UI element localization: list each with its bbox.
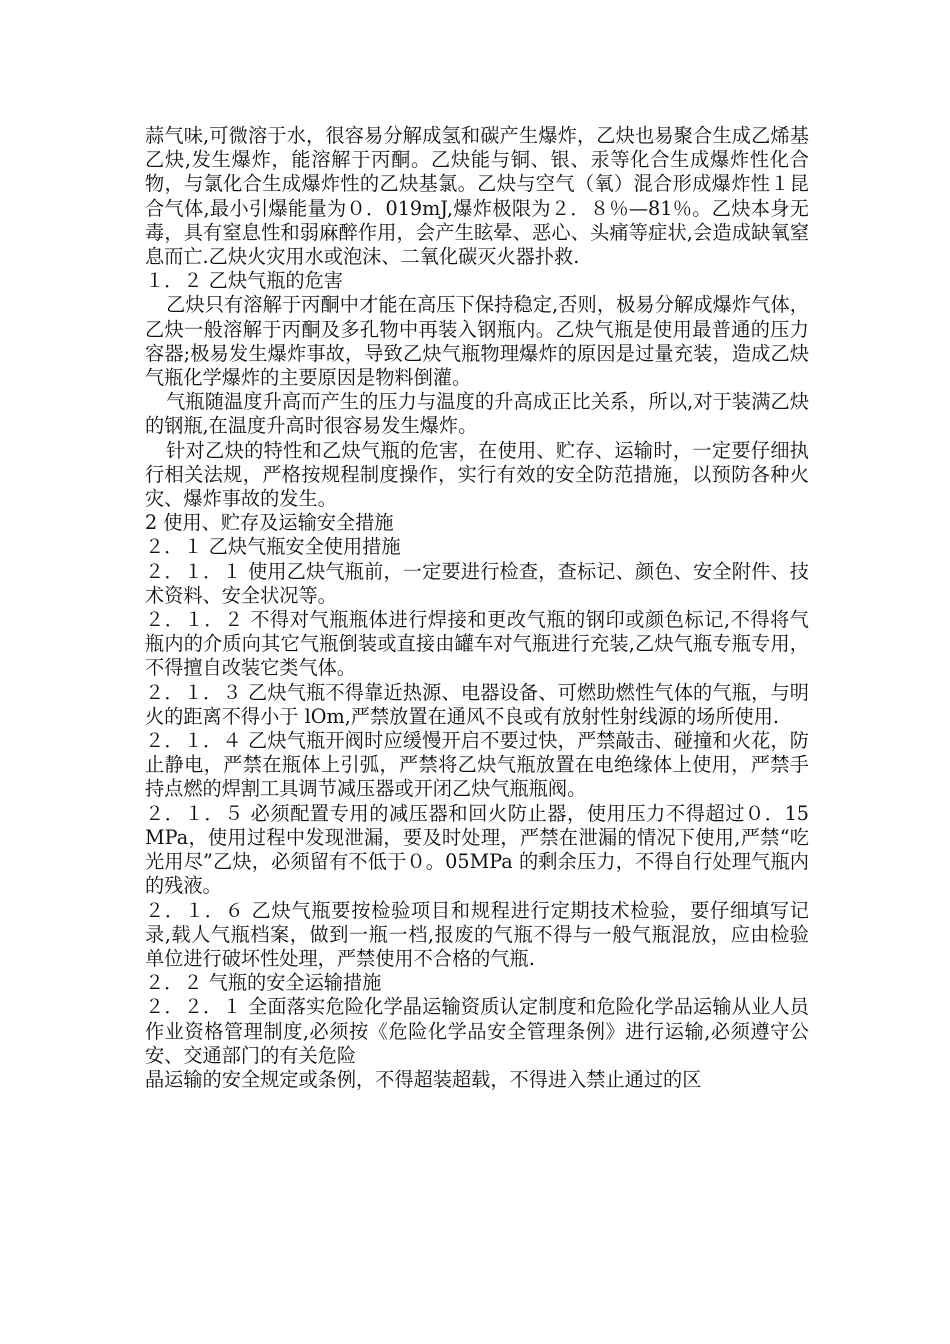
clause-2-2-1: ２．２．１ 全面落实危险化学晶运输资质认定制度和危险化学品运输从业人员作业资格管理制度,必须按《危险化学品安全管理条例》进行运输,必须遵守公安、交通部门的有关危险 <box>145 995 809 1067</box>
section-heading-1-2: １．２ 乙炔气瓶的危害 <box>145 269 343 293</box>
clause-2-1-5: ２．１．５ 必须配置专用的减压器和回火防止器，使用压力不得超过０．15MPa，使用过程中发现泄漏，要及时处理，严禁在泄漏的情况下使用,严禁“吃光用尽”乙炔，必须留有不低于０。05MPa 的剩余压力，不得自行处理气瓶内的残液。 <box>145 801 809 898</box>
paragraph-prevention: 针对乙炔的特性和乙炔气瓶的危害，在使用、贮存、运输时，一定要仔细执行相关法规，严格按规程制度操作，实行有效的安全防范措施，以预防各种火灾、爆炸事故的发生。 <box>145 438 809 511</box>
paragraph-continuation: 晶运输的安全规定或条例，不得超装超载，不得进入禁止通过的区 <box>145 1067 702 1091</box>
section-heading-2-1: ２．１ 乙炔气瓶安全使用措施 <box>145 535 401 559</box>
clause-2-1-6: ２．１．６ 乙炔气瓶要按检验项目和规程进行定期技术检验，要仔细填写记录,载人气瓶档案，做到一瓶一档,报废的气瓶不得与一般气瓶混放，应由检验单位进行破坏性处理，严禁使用不合格的气瓶. <box>145 898 809 970</box>
section-heading-2-2: ２．２ 气瓶的安全运输措施 <box>145 971 382 995</box>
clause-2-1-4: ２．１．４ 乙炔气瓶开阀时应缓慢开启不要过快，严禁敲击、碰撞和火花，防止静电，严禁在瓶体上引弧，严禁将乙炔气瓶放置在电绝缘体上使用，严禁手持点燃的焊割工具调节减压器或开闭乙炔气瓶瓶阀。 <box>145 729 809 801</box>
clause-2-1-1: ２．１．１ 使用乙炔气瓶前，一定要进行检查，查标记、颜色、安全附件、技术资料、安全状况等。 <box>145 559 809 607</box>
document-body <box>145 124 809 1092</box>
paragraph-cylinder-hazard: 乙炔只有溶解于丙酮中才能在高压下保持稳定,否则，极易分解成爆炸气体，乙炔一般溶解于丙酮及多孔物中再装入钢瓶内。乙炔气瓶是使用最普通的压力容器;极易发生爆炸事故，导致乙炔气瓶物理爆炸的原因是过量充装，造成乙炔气瓶化学爆炸的主要原因是物料倒灌。 <box>145 293 809 390</box>
paragraph-temperature-pressure: 气瓶随温度升高而产生的压力与温度的升高成正比关系，所以,对于装满乙炔的钢瓶,在温度升高时很容易发生爆炸。 <box>145 390 809 438</box>
section-heading-2: 2 使用、贮存及运输安全措施 <box>145 511 394 535</box>
clause-2-1-3: ２．１．３ 乙炔气瓶不得靠近热源、电器设备、可燃助燃性气体的气瓶，与明火的距离不得小于 lOm,严禁放置在通风不良或有放射性射线源的场所使用. <box>145 680 809 728</box>
clause-2-1-2: ２．１．２ 不得对气瓶瓶体进行焊接和更改气瓶的钢印或颜色标记,不得将气瓶内的介质向其它气瓶倒装或直接由罐车对气瓶进行充装,乙炔气瓶专瓶专用，不得擅自改装它类气体。 <box>145 608 809 680</box>
paragraph-acetylene-properties: 蒜气味,可微溶于水，很容易分解成氢和碳产生爆炸，乙炔也易聚合生成乙烯基乙炔,发生爆炸，能溶解于丙酮。乙炔能与铜、银、汞等化合生成爆炸性化合物，与氯化合生成爆炸性的乙炔基氯。乙炔与空气（氧）混合形成爆炸性１昆合气体,最小引爆能量为０．019mJ,爆炸极限为２．８％—81％。乙炔本身无毒，具有窒息性和弱麻醉作用，会产生眩晕、恶心、头痛等症状,会造成缺氧窒息而亡.乙炔火灾用水或泡沫、二氧化碳灭火器扑救. <box>145 124 809 269</box>
